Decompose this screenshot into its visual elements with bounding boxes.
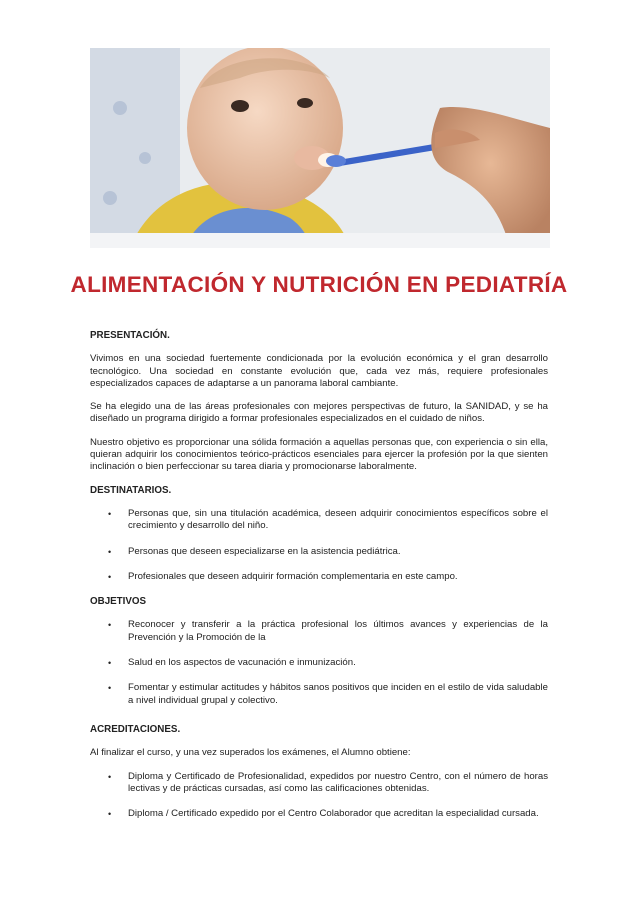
section-heading-destinatarios: DESTINATARIOS. bbox=[90, 484, 172, 496]
paragraph: Se ha elegido una de las áreas profesionales con mejores perspectivas de futuro, la SANIDAD, y se ha diseñado un programa dirigido a formar profesionales especializados en el cuidado de niños. bbox=[90, 401, 548, 425]
list-item-text: Fomentar y estimular actitudes y hábitos sanos positivos que inciden en el estilo de vida saludable a nivel individual grupal y colectivo. bbox=[128, 682, 548, 706]
list-item bbox=[90, 808, 548, 820]
list-item bbox=[90, 682, 548, 707]
paragraph: Nuestro objetivo es proporcionar una sólida formación a aquellas personas que, con experiencia o sin ella, quieran adquirir los conocimientos teórico-prácticos esenciales para ejercer la profesión por la que sienten inclinación o bien perfeccionar su tarea diaria y promocionarse laboralmente. bbox=[90, 436, 548, 473]
bullet-icon: • bbox=[108, 809, 112, 820]
paragraph: Vivimos en una sociedad fuertemente condicionada por la evolución económica y el gran desarrollo tecnológico. Una sociedad en constante evolución que, cada vez más, requiere profesionales especializados capaces de adaptarse a un panorama laboral cambiante. bbox=[90, 353, 548, 389]
list-item bbox=[90, 571, 548, 583]
document-body bbox=[90, 330, 548, 833]
list-item-text: Personas que, sin una titulación académica, deseen adquirir conocimientos específicos sobre el crecimiento y desarrollo del niño. bbox=[128, 507, 548, 532]
list-item bbox=[90, 657, 548, 669]
bullet-icon: • bbox=[108, 508, 112, 519]
list-item-text: Reconocer y transferir a la práctica profesional los últimos avances y experiencias de la Prevención y la Promoción de la bbox=[128, 619, 548, 643]
list-item bbox=[90, 619, 548, 644]
bullet-icon: • bbox=[108, 658, 112, 669]
list-item bbox=[90, 508, 548, 533]
section-heading-acreditaciones: ACREDITACIONES. bbox=[90, 723, 181, 735]
list-item-text: Profesionales que deseen adquirir formación complementaria en este campo. bbox=[128, 570, 458, 582]
list-item bbox=[90, 771, 548, 796]
header-photo bbox=[90, 48, 550, 248]
bullet-icon: • bbox=[108, 620, 112, 631]
list-item bbox=[90, 546, 548, 558]
paragraph: Al finalizar el curso, y una vez superados los exámenes, el Alumno obtiene: bbox=[90, 747, 411, 759]
section-heading-objetivos: OBJETIVOS bbox=[90, 596, 147, 608]
baby-feeding-image bbox=[90, 48, 550, 248]
bullet-icon: • bbox=[108, 683, 112, 694]
acreditaciones-list bbox=[90, 771, 548, 821]
list-item-text: Diploma / Certificado expedido por el Centro Colaborador que acreditan la especialidad cursada. bbox=[128, 808, 539, 820]
bullet-icon: • bbox=[108, 546, 112, 557]
bullet-icon: • bbox=[108, 571, 112, 582]
list-item-text: Diploma y Certificado de Profesionalidad, expedidos por nuestro Centro, con el número de horas lectivas y de prácticas cursadas, así como las calificaciones obtenidas. bbox=[128, 770, 548, 794]
bullet-icon: • bbox=[108, 771, 112, 782]
section-heading-presentacion: PRESENTACIÓN. bbox=[90, 330, 170, 341]
objetivos-list bbox=[90, 619, 548, 706]
list-item-text: Salud en los aspectos de vacunación e inmunización. bbox=[128, 657, 356, 669]
document-title: ALIMENTACIÓN Y NUTRICIÓN EN PEDIATRÍA bbox=[70, 272, 568, 297]
list-item-text: Personas que deseen especializarse en la asistencia pediátrica. bbox=[128, 545, 401, 557]
destinatarios-list bbox=[90, 508, 548, 583]
